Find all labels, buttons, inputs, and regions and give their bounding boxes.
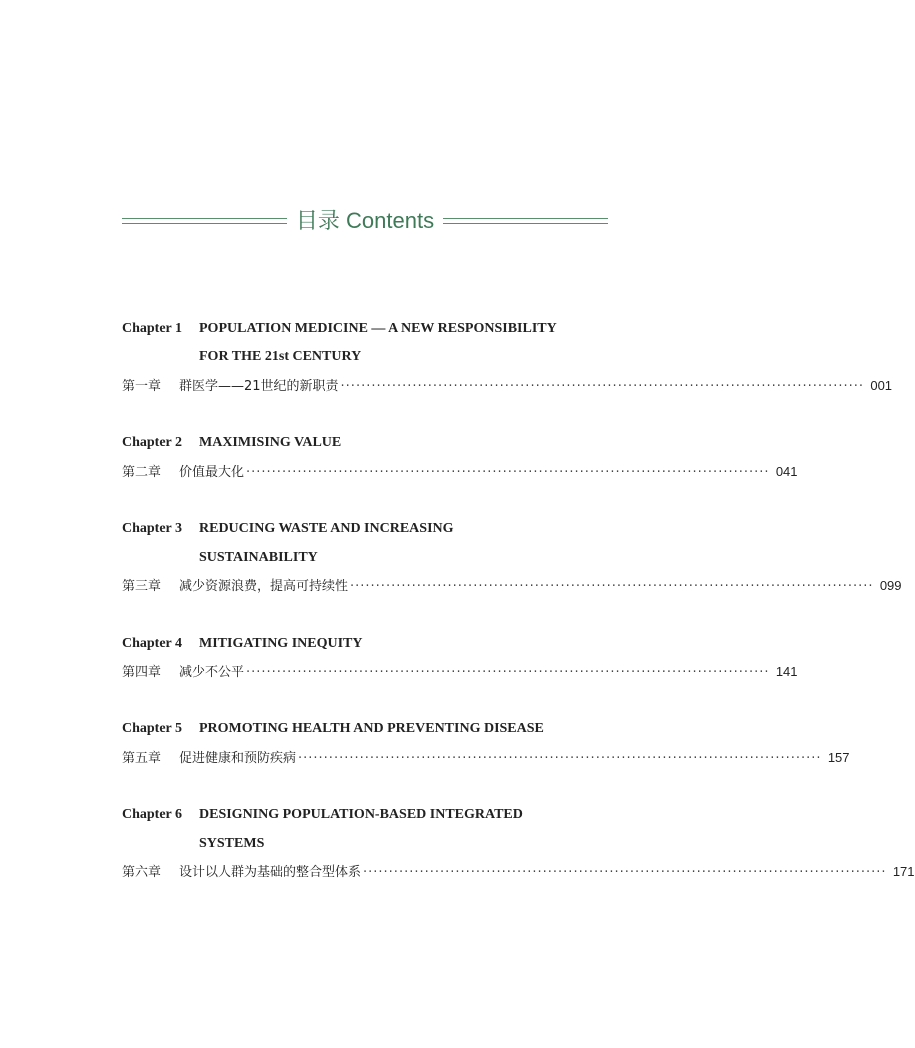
chapter-number: Chapter 3	[122, 521, 183, 536]
chapter-3-chinese-entry[interactable]	[122, 577, 902, 596]
left-double-rule	[122, 218, 287, 224]
page-number: 099	[879, 578, 902, 593]
chapter-number: Chapter 4	[122, 636, 183, 651]
page-number: 041	[775, 464, 798, 479]
chapter-title: REDUCING WASTE AND INCREASING	[199, 521, 454, 536]
chinese-chapter-title: 减少不公平	[179, 665, 245, 680]
chapter-4-chinese-entry[interactable]	[122, 663, 798, 682]
chinese-chapter-title: 设计以人群为基础的整合型体系	[179, 865, 362, 880]
dot-leader: ······································································································	[246, 665, 770, 680]
page-title: 目录 Contents	[295, 208, 435, 233]
chapter-number: Chapter 2	[122, 435, 183, 450]
page-number: 157	[827, 750, 850, 765]
chapter-4-english-heading	[122, 635, 363, 653]
chinese-chapter-number: 第一章	[122, 379, 162, 394]
chapter-number: Chapter 6	[122, 807, 183, 822]
chapter-1-chinese-entry[interactable]	[122, 377, 893, 396]
chapter-title-continuation: FOR THE 21st CENTURY	[199, 349, 362, 364]
chapter-number: Chapter 1	[122, 321, 183, 336]
chinese-chapter-number: 第三章	[122, 579, 162, 594]
chapter-number: Chapter 5	[122, 721, 183, 736]
chapter-title: PROMOTING HEALTH AND PREVENTING DISEASE	[199, 721, 544, 736]
chinese-chapter-number: 第二章	[122, 465, 162, 480]
dot-leader: ······································································································	[246, 465, 770, 480]
chinese-chapter-number: 第五章	[122, 751, 162, 766]
chapter-6-chinese-entry[interactable]	[122, 863, 915, 882]
page-number: 001	[870, 378, 893, 393]
chapter-1-english-heading	[122, 320, 557, 338]
chapter-2-english-heading	[122, 434, 341, 452]
chapter-2-chinese-entry[interactable]	[122, 463, 798, 482]
chinese-chapter-number: 第四章	[122, 665, 162, 680]
chapter-3-english-heading	[122, 520, 454, 538]
chinese-chapter-title: 价值最大化	[179, 465, 245, 480]
chapter-title: MITIGATING INEQUITY	[199, 636, 363, 651]
chapter-6-english-heading	[122, 806, 523, 824]
dot-leader: ······································································································	[340, 379, 865, 394]
chapter-title: POPULATION MEDICINE — A NEW RESPONSIBILITY	[199, 321, 557, 336]
chinese-chapter-title: 减少资源浪费，提高可持续性	[179, 579, 349, 594]
dot-leader: ······································································································	[298, 751, 822, 766]
chinese-chapter-number: 第六章	[122, 865, 162, 880]
chapter-5-english-heading	[122, 720, 544, 738]
chapter-title: DESIGNING POPULATION-BASED INTEGRATED	[199, 807, 523, 822]
dot-leader: ······································································································	[363, 865, 887, 880]
right-double-rule	[443, 218, 608, 224]
contents-header	[122, 206, 608, 236]
chapter-title-continuation: SUSTAINABILITY	[199, 550, 318, 565]
chapter-title: MAXIMISING VALUE	[199, 435, 342, 450]
page-number: 171	[892, 864, 915, 879]
dot-leader: ······································································································	[350, 579, 874, 594]
page-number: 141	[775, 664, 798, 679]
chinese-chapter-title: 促进健康和预防疾病	[179, 751, 297, 766]
chapter-title-continuation: SYSTEMS	[199, 836, 265, 851]
chinese-chapter-title: 群医学——21世纪的新职责	[179, 379, 339, 394]
chapter-5-chinese-entry[interactable]	[122, 749, 850, 768]
